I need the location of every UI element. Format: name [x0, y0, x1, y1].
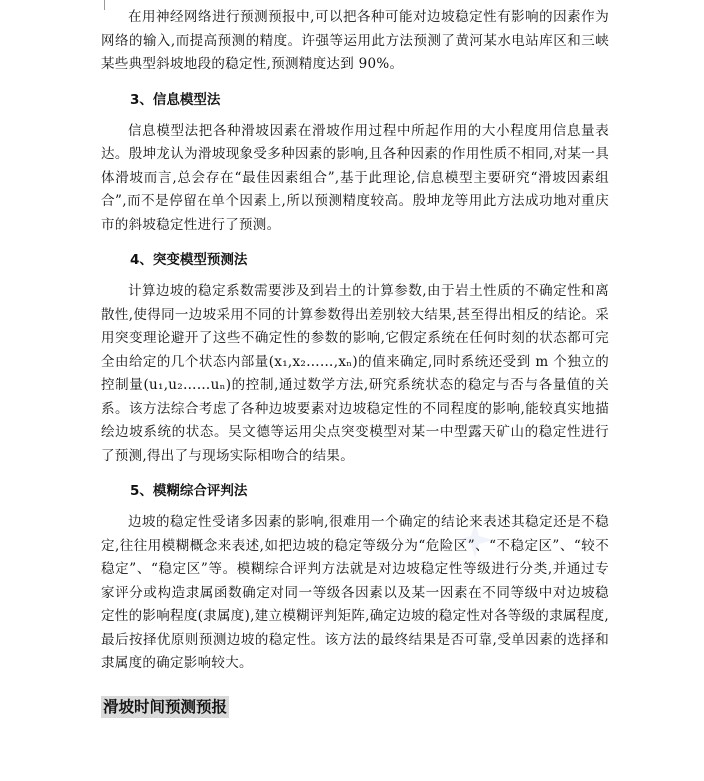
- paragraph-catastrophe-model: 计算边坡的稳定系数需要涉及到岩土的计算参数,由于岩土性质的不确定性和离散性,使得同一边坡采用不同的计算参数得出差别较大结果,甚至得出相反的结论。采用突变理论避开了这些不确定性的参数的影响,它假定系统在任何时刻的状态都可完全由给定的几个状态内部量(x₁,x₂……,xₙ)的值来确定,同时系统还受到 m 个独立的控制量(u₁,u₂……uₙ)的控制,通过数学方法,研究系统状态的稳定与否与各量值的关系。该方法综合考虑了各种边坡要素对边坡稳定性的不同程度的影响,能较真实地描绘边坡系统的状态。吴文德等运用尖点突变模型对某一中型露天矿山的稳定性进行了预测,得出了与现场实际相吻合的结果。: [101, 283, 609, 464]
- section-heading-landslide-time-prediction: 滑坡时间预测预报: [103, 697, 228, 716]
- paragraph-fuzzy-evaluation: 边坡的稳定性受诸多因素的影响,很难用一个确定的结论来表述其稳定还是不稳定,往往用模糊概念来表述,如把边坡的稳定等级分为“危险区”、“不稳定区”、“较不稳定”、“稳定区”等。模糊综合评判方法就是对边坡稳定性等级进行分类,并通过专家评分或构造隶属函数确定对同一等级各因素以及某一因素在不同等级中对边坡稳定性的影响程度(隶属度),建立模糊评判矩阵,确定边坡的稳定性对各等级的隶属程度,最后按择优原则预测边坡的稳定性。该方法的最终结果是否可靠,受单因素的选择和隶属度的确定影响较大。: [101, 514, 609, 671]
- paragraph-information-model: 信息模型法把各种滑坡因素在滑坡作用过程中所起作用的大小程度用信息量表达。殷坤龙认为滑坡现象受多种因素的影响,且各种因素的作用性质不相同,对某一具体滑坡而言,总会存在“最佳因素组合”,基于此理论,信息模型主要研究“滑坡因素组合”,而不是停留在单个因素上,所以预测精度较高。殷坤龙等用此方法成功地对重庆市的斜坡稳定性进行了预测。: [101, 122, 609, 233]
- paragraph-neural-network: 在用神经网络进行预测预报中,可以把各种可能对边坡稳定性有影响的因素作为网络的输入,而提高预测的精度。许强等运用此方法预测了黄河某水电站库区和三峡某些典型斜坡地段的稳定性,预测精度达到 90%。: [101, 9, 609, 72]
- document-body: [101, 6, 609, 718]
- heading-fuzzy-evaluation: 5、模糊综合评判法: [130, 483, 248, 499]
- heading-information-model: 3、信息模型法: [130, 91, 221, 108]
- heading-catastrophe-model: 4、突变模型预测法: [130, 252, 248, 268]
